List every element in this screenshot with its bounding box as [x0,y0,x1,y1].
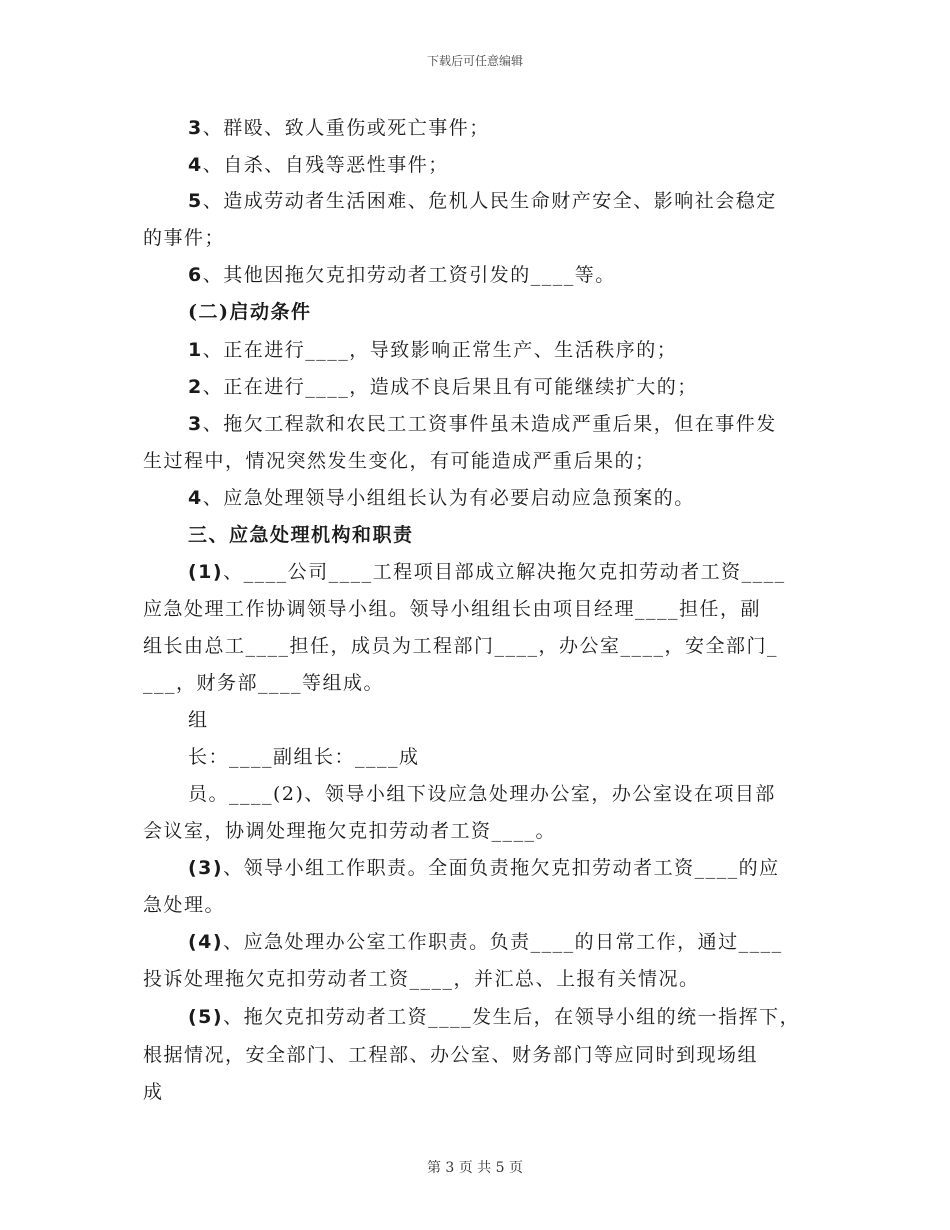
item-number: 1 [188,339,203,361]
text-line [188,560,786,584]
text-line [188,189,777,213]
item-number: 5 [188,190,203,212]
text-line [188,930,783,954]
text-line [188,153,449,177]
line-text: 、____公司____工程项目部成立解决拖欠克扣劳动者工资____ [223,561,786,583]
line-text: 生过程中，情况突然发生变化，有可能造成严重后果的； [143,450,656,472]
page-footer: 第 3 页 共 5 页 [426,1160,524,1176]
item-number: 3 [188,413,203,435]
text-line [143,671,384,695]
item-number: 4 [188,487,203,509]
line-text: 、应急处理领导小组组长认为有必要启动应急预案的。 [202,487,695,509]
text-line [143,449,656,473]
text-line [188,782,776,806]
text-line [188,1005,800,1029]
line-text: 、其他因拖欠克扣劳动者工资引发的____等。 [202,264,616,286]
text-line [188,375,698,399]
line-text: 、正在进行____，造成不良后果且有可能继续扩大的； [202,376,698,398]
line-text: 员。____(2)、领导小组下设应急处理办公室，办公室设在项目部 [188,783,776,805]
line-text: 组 [188,709,209,731]
text-line [188,486,695,510]
line-text: 、应急处理办公室工作职责。负责____的日常工作，通过____ [223,931,783,953]
text-line [188,263,616,287]
text-line [143,967,700,991]
line-text: 应急处理工作协调领导小组。领导小组组长由项目经理____担任，副 [143,598,762,620]
line-text: 、领导小组工作职责。全面负责拖欠克扣劳动者工资____的应 [223,857,780,879]
item-number: 2 [188,376,203,398]
item-number: (4) [188,931,224,953]
item-number: (5) [188,1006,224,1028]
line-text: 的事件； [143,227,226,249]
item-number: 6 [188,264,203,286]
text-line [188,338,677,362]
line-text: 根据情况，安全部门、工程部、办公室、财务部门等应同时到现场组 [143,1044,759,1066]
heading-text: 三、应急处理机构和职责 [188,524,414,546]
line-text: 急处理。 [143,894,226,916]
item-number: (3) [188,857,224,879]
line-text: 组长由总工____担任，成员为工程部门____，办公室____，安全部门_ [143,635,779,657]
text-line [143,226,225,250]
line-text: 会议室，协调处理拖欠克扣劳动者工资____。 [143,820,557,842]
text-line [143,634,778,658]
item-number: 4 [188,154,203,176]
text-line [143,819,556,843]
line-text: 、自杀、自残等恶性事件； [202,154,449,176]
page-header: 下载后可任意编辑 [426,54,523,68]
text-line [143,1043,758,1067]
text-line [143,1080,164,1104]
line-text: 、群殴、致人重伤或死亡事件； [202,117,490,139]
line-text: 、造成劳动者生活困难、危机人民生命财产安全、影响社会稳定 [202,190,777,212]
text-line [188,745,420,769]
text-line [188,856,780,880]
text-line [188,116,490,140]
heading-text: (二)启动条件 [188,301,312,323]
text-line [143,893,225,917]
line-text: 成 [143,1081,164,1103]
text-line [188,412,777,436]
text-line [188,708,209,732]
item-number: 3 [188,117,203,139]
line-text: 、正在进行____，导致影响正常生产、生活秩序的； [202,339,678,361]
section-heading [188,300,311,324]
line-text: 、拖欠克扣劳动者工资____发生后，在领导小组的统一指挥下， [223,1006,801,1028]
section-heading [188,523,414,547]
line-text: 长：____副组长：____成 [188,746,420,768]
line-text: 投诉处理拖欠克扣劳动者工资____，并汇总、上报有关情况。 [143,968,700,990]
text-line [143,597,761,621]
line-text: 、拖欠工程款和农民工工资事件虽未造成严重后果，但在事件发 [202,413,777,435]
line-text: ___，财务部____等组成。 [143,672,385,694]
item-number: (1) [188,561,224,583]
